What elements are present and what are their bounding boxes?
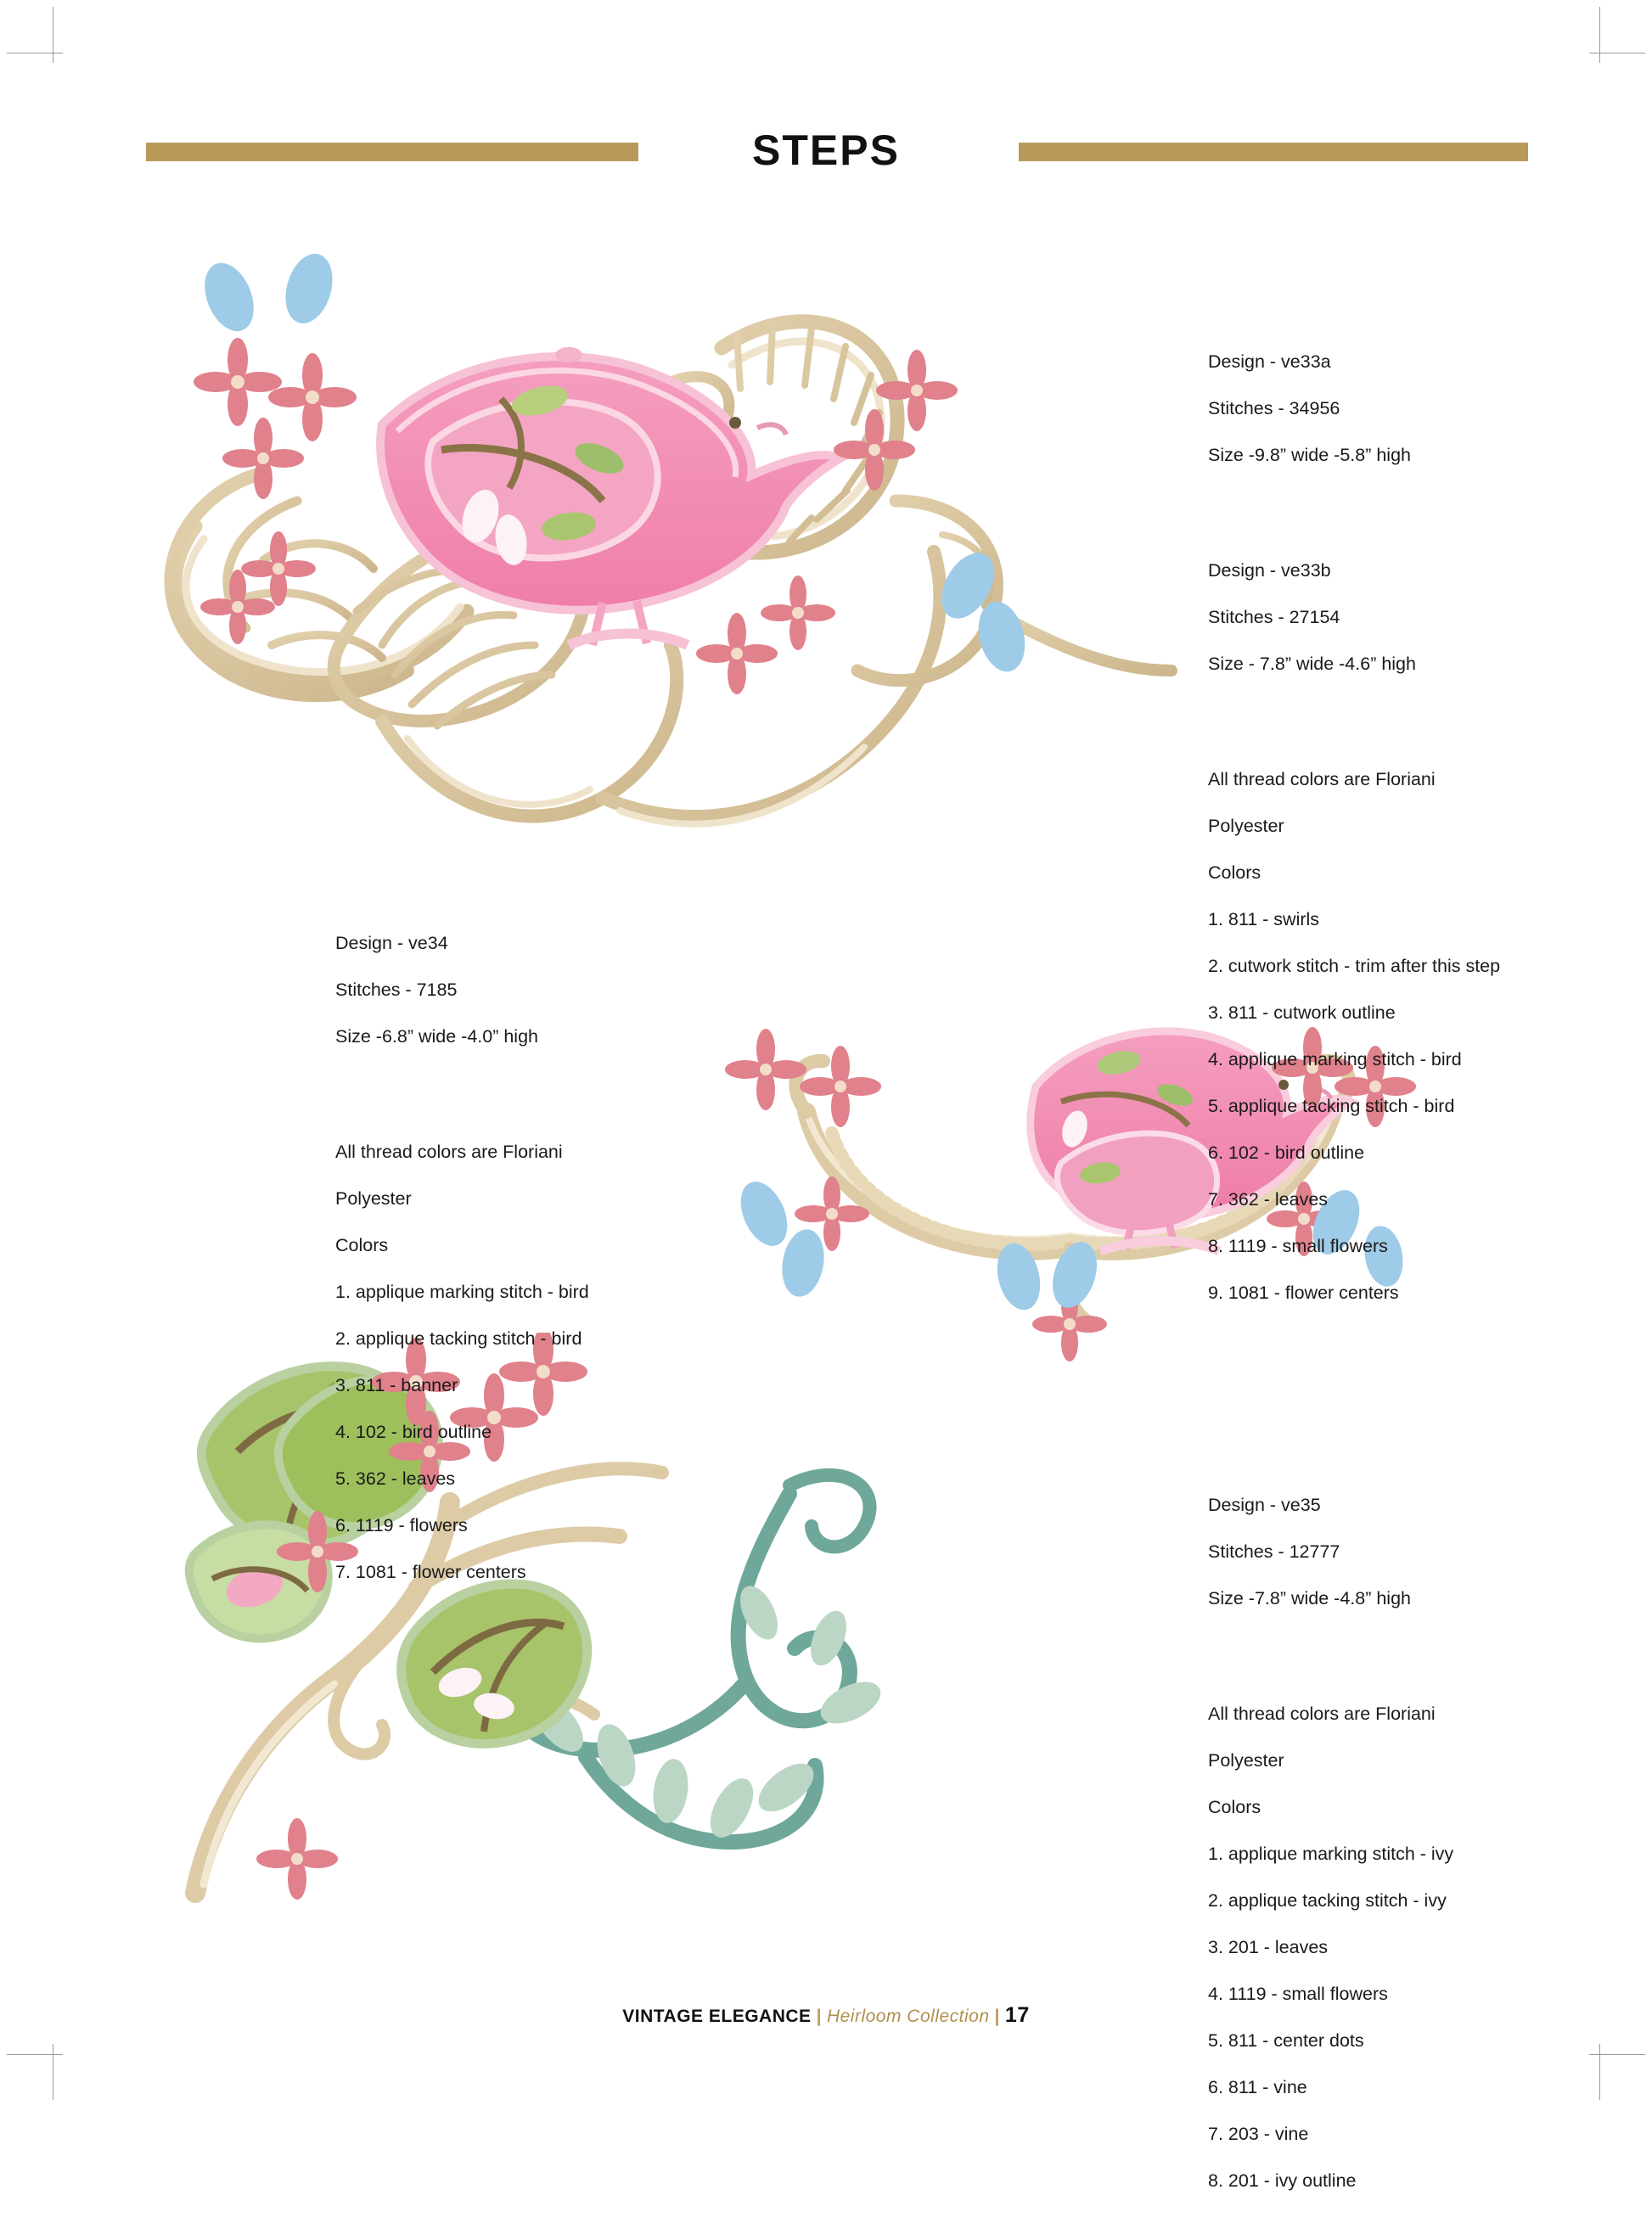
- color-step-1: 1. 811 - swirls: [1208, 909, 1320, 929]
- footer-collection: Heirloom Collection: [826, 2007, 990, 2026]
- design-stitches: Stitches - 27154: [1208, 607, 1340, 627]
- color-step-5: 5. 811 - center dots: [1208, 2030, 1364, 2051]
- crop-mark-bottom-right-horizontal: [1589, 2054, 1645, 2055]
- thread-color-list-ve34: [335, 1118, 692, 1608]
- design-info-ve33b: [1208, 536, 1548, 700]
- thread-brand-line-2: Polyester: [1208, 1750, 1284, 1771]
- design-id: Design - ve35: [1208, 1495, 1321, 1515]
- footer-separator-2: |: [994, 2007, 1000, 2026]
- crop-mark-top-right-vertical: [1599, 7, 1600, 63]
- design-size: Size -9.8” wide -5.8” high: [1208, 445, 1411, 465]
- colors-heading: Colors: [1208, 862, 1261, 883]
- color-step-3: 3. 811 - cutwork outline: [1208, 1002, 1396, 1023]
- thread-brand-line-2: Polyester: [335, 1188, 412, 1209]
- thread-brand-line-1: All thread colors are Floriani: [335, 1142, 563, 1162]
- design-size: Size - 7.8” wide -4.6” high: [1208, 654, 1416, 674]
- colors-heading: Colors: [335, 1235, 389, 1255]
- color-step-3: 3. 201 - leaves: [1208, 1937, 1329, 1957]
- design-info-ve34-header: [335, 909, 692, 1073]
- design-id: Design - ve33b: [1208, 560, 1331, 581]
- color-step-4: 4. applique marking stitch - bird: [1208, 1049, 1462, 1069]
- design-stitches: Stitches - 34956: [1208, 398, 1340, 418]
- thread-brand-line-1: All thread colors are Floriani: [1208, 1704, 1436, 1724]
- design-size: Size -7.8” wide -4.8” high: [1208, 1588, 1411, 1608]
- design-stitches: Stitches - 12777: [1208, 1541, 1340, 1562]
- color-step-7: 7. 203 - vine: [1208, 2124, 1309, 2144]
- design-size: Size -6.8” wide -4.0” high: [335, 1026, 538, 1047]
- thread-color-list-ve35: [1208, 1680, 1548, 2217]
- design-info-ve35: [1208, 1447, 1548, 2240]
- design-info-ve35-header: [1208, 1471, 1548, 1635]
- color-step-8: 8. 1119 - small flowers: [1208, 1236, 1388, 1256]
- thread-brand-line-2: Polyester: [1208, 816, 1284, 836]
- color-step-5: 5. 362 - leaves: [335, 1468, 456, 1489]
- colors-heading: Colors: [1208, 1797, 1261, 1817]
- color-step-2: 2. cutwork stitch - trim after this step: [1208, 956, 1501, 976]
- page-number: 17: [1004, 2003, 1030, 2027]
- page-title: STEPS: [752, 126, 900, 174]
- color-step-9: 9. 1081 - flower centers: [1208, 1283, 1399, 1303]
- color-step-6: 6. 102 - bird outline: [1208, 1142, 1365, 1163]
- design-info-ve34: [335, 885, 692, 1631]
- color-step-4: 4. 1119 - small flowers: [1208, 1984, 1388, 2004]
- color-step-4: 4. 102 - bird outline: [335, 1422, 492, 1442]
- design-info-ve33a: [1208, 328, 1548, 491]
- crop-mark-bottom-right-vertical: [1599, 2044, 1600, 2100]
- design-info-ve33: [1208, 304, 1548, 1352]
- thread-color-list-ve33: [1208, 745, 1548, 1329]
- color-step-7: 7. 362 - leaves: [1208, 1189, 1329, 1210]
- color-step-2: 2. applique tacking stitch - bird: [335, 1328, 582, 1349]
- color-step-3: 3. 811 - banner: [335, 1375, 458, 1395]
- color-step-2: 2. applique tacking stitch - ivy: [1208, 1890, 1447, 1911]
- footer-separator-1: |: [816, 2007, 822, 2026]
- footer-brand: VINTAGE ELEGANCE: [622, 2007, 812, 2026]
- design-id: Design - ve34: [335, 933, 448, 953]
- color-step-6: 6. 811 - vine: [1208, 2077, 1307, 2097]
- design-id: Design - ve33a: [1208, 351, 1331, 372]
- design-stitches: Stitches - 7185: [335, 980, 458, 1000]
- color-step-7: 7. 1081 - flower centers: [335, 1562, 526, 1582]
- page-footer: [0, 2003, 1652, 2028]
- crop-mark-bottom-left-horizontal: [7, 2054, 63, 2055]
- color-step-8: 8. 201 - ivy outline: [1208, 2170, 1357, 2191]
- design-artwork-ve33: [127, 246, 1231, 874]
- color-step-5: 5. applique tacking stitch - bird: [1208, 1096, 1455, 1116]
- thread-brand-line-1: All thread colors are Floriani: [1208, 769, 1436, 789]
- color-step-1: 1. applique marking stitch - ivy: [1208, 1844, 1454, 1864]
- color-step-6: 6. 1119 - flowers: [335, 1515, 468, 1535]
- color-step-1: 1. applique marking stitch - bird: [335, 1282, 589, 1302]
